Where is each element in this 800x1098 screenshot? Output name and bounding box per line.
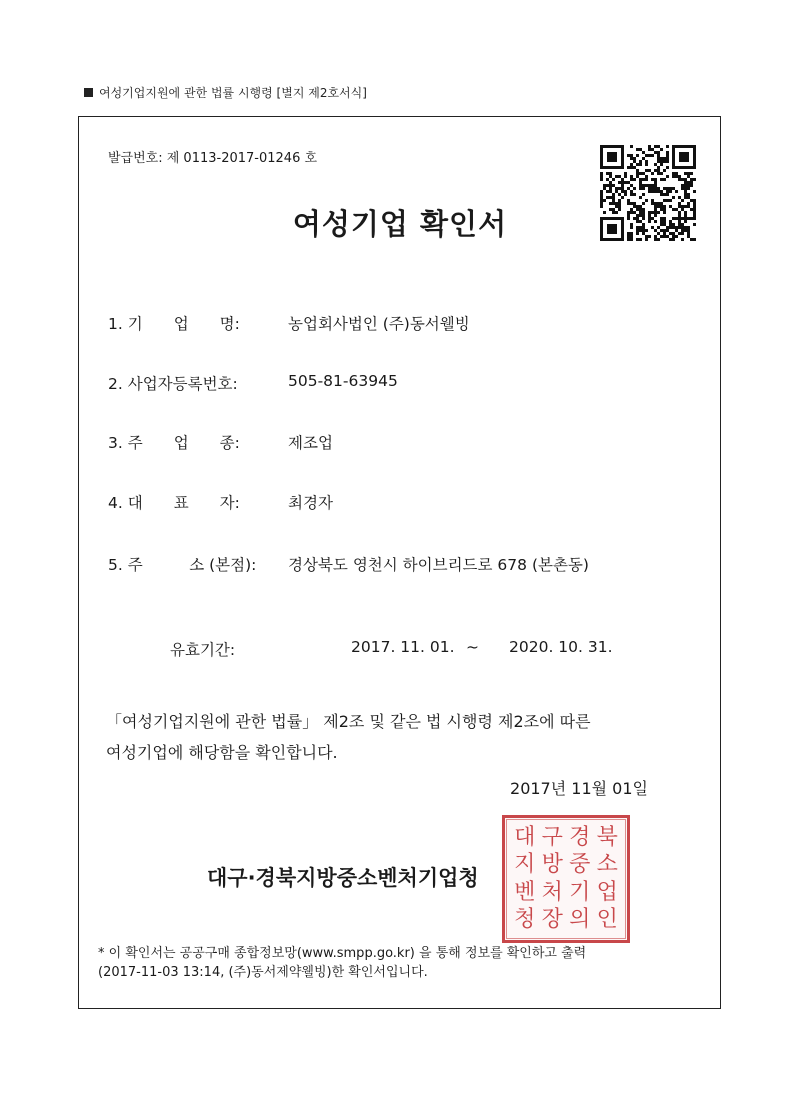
- seal-char: 방: [541, 852, 563, 878]
- seal-char: 지: [514, 852, 536, 878]
- seal-char: 청: [514, 907, 536, 933]
- validity-start: 2017. 11. 01.: [351, 638, 455, 656]
- validity-end: 2020. 10. 31.: [509, 638, 613, 656]
- seal-char: 벤: [514, 879, 536, 905]
- validity-label: 유효기간:: [170, 641, 236, 659]
- issue-number: 발급번호: 제 0113-2017-01246 호: [108, 151, 318, 166]
- issuer-name: 대구·경북지방중소벤처기업청: [207, 866, 479, 890]
- field-value: 경상북도 영천시 하이브리드로 678 (본촌동): [288, 556, 589, 574]
- field-label: 3. 주 업 종:: [108, 434, 240, 452]
- square-icon: [84, 88, 93, 97]
- form-caption: [84, 84, 367, 101]
- field-label: 2. 사업자등록번호:: [108, 375, 238, 393]
- field-value: 최경자: [288, 494, 333, 512]
- footnote: [98, 944, 668, 982]
- official-seal: [502, 815, 630, 943]
- seal-char: 구: [541, 824, 563, 850]
- footnote-line: (2017-11-03 13:14, (주)동서제약웰빙)한 확인서입니다.: [98, 965, 428, 980]
- field-label: 4. 대 표 자:: [108, 494, 240, 512]
- field-value: 제조업: [288, 434, 333, 452]
- seal-char: 장: [541, 907, 563, 933]
- document-title: 여성기업 확인서: [292, 207, 508, 241]
- seal-char: 북: [596, 824, 618, 850]
- seal-char: 대: [514, 824, 536, 850]
- seal-char: 인: [596, 907, 618, 933]
- form-caption-text: 여성기업지원에 관한 법률 시행령 [별지 제2호서식]: [99, 86, 367, 100]
- field-value: 505-81-63945: [288, 372, 398, 390]
- validity-separator: ~: [466, 638, 479, 656]
- field-label: 5. 주 소 (본점):: [108, 556, 257, 574]
- seal-char: 처: [541, 879, 563, 905]
- statement-line: 여성기업에 해당함을 확인합니다.: [106, 743, 338, 762]
- footnote-line: * 이 확인서는 공공구매 종합정보망(www.smpp.go.kr) 을 통해 정보를 확인하고 출력: [98, 946, 587, 961]
- field-value: 농업회사법인 (주)동서웰빙: [288, 315, 470, 333]
- issue-date: 2017년 11월 01일: [510, 779, 648, 798]
- seal-char: 경: [569, 824, 591, 850]
- seal-char: 업: [596, 879, 618, 905]
- seal-char: 중: [569, 852, 591, 878]
- seal-char: 의: [569, 907, 591, 933]
- field-label: 1. 기 업 명:: [108, 315, 240, 333]
- seal-char: 소: [596, 852, 618, 878]
- statement-line: 「여성기업지원에 관한 법률」 제2조 및 같은 법 시행령 제2조에 따른: [106, 712, 591, 731]
- seal-char: 기: [569, 879, 591, 905]
- confirmation-statement: [106, 706, 666, 768]
